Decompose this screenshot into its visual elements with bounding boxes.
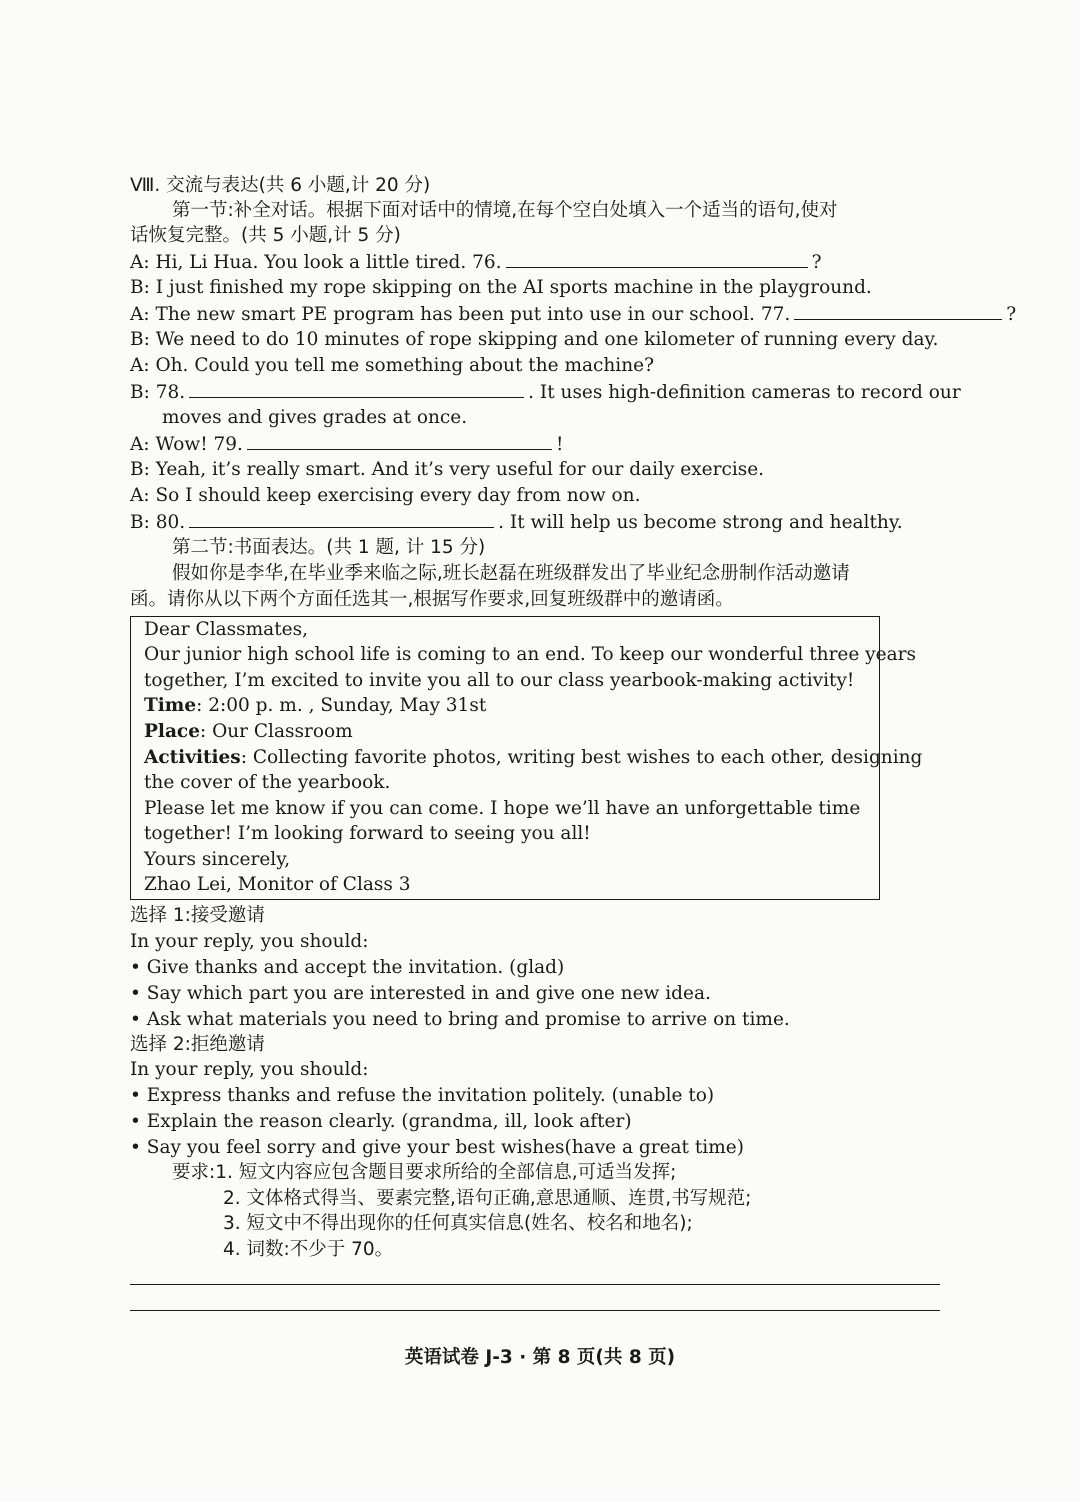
choice1-bullet-2: • Say which part you are interested in and give one new idea.: [130, 983, 711, 1004]
answer-blank-76[interactable]: [506, 250, 808, 268]
choice2-lead: In your reply, you should:: [130, 1059, 369, 1080]
dialogue-line-1: A: Hi, Li Hua. You look a little tired. 76. ?: [130, 252, 822, 273]
dialogue-line-9: A: So I should keep exercising every day from now on.: [130, 485, 641, 506]
letter-signature: Zhao Lei, Monitor of Class 3: [144, 874, 411, 895]
letter-paragraph-1: Our junior high school life is coming to an end. To keep our wonderful three years: [144, 644, 916, 665]
letter-closing: Yours sincerely,: [144, 849, 291, 870]
dialogue-line-5: A: Oh. Could you tell me something about the machine?: [130, 355, 655, 376]
dialogue-line-3: A: The new smart PE program has been put into use in our school. 77. ?: [130, 304, 1017, 325]
letter-paragraph-2-cont: together! I’m looking forward to seeing you all!: [144, 823, 591, 844]
letter-paragraph-2: Please let me know if you can come. I hope we’ll have an unforgettable time: [144, 798, 861, 819]
choice2-bullet-1: • Express thanks and refuse the invitation politely. (unable to): [130, 1085, 715, 1106]
letter-time: Time: 2:00 p. m. , Sunday, May 31st: [144, 695, 487, 716]
page-footer: 英语试卷 J-3 · 第 8 页(共 8 页): [404, 1347, 676, 1368]
writing-line-2[interactable]: [130, 1310, 940, 1311]
letter-paragraph-1-cont: together, I’m excited to invite you all to our class yearbook-making activity!: [144, 670, 855, 691]
choice1-title: 选择 1:接受邀请: [130, 905, 265, 926]
writing-line-1[interactable]: [130, 1284, 940, 1285]
dialogue-line-2: B: I just finished my rope skipping on the AI sports machine in the playground.: [130, 277, 872, 298]
letter-place: Place: Our Classroom: [144, 721, 353, 742]
part2-intro: 假如你是李华,在毕业季来临之际,班长赵磊在班级群发出了毕业纪念册制作活动邀请: [172, 563, 850, 584]
dialogue-line-10: B: 80. . It will help us become strong and healthy.: [130, 512, 903, 533]
dialogue-line-6-cont: moves and gives grades at once.: [162, 407, 468, 428]
requirement-3: 3. 短文中不得出现你的任何真实信息(姓名、校名和地名);: [223, 1213, 693, 1234]
dialogue-line-7: A: Wow! 79. !: [130, 434, 564, 455]
requirement-1: 要求:1. 短文内容应包含题目要求所给的全部信息,可适当发挥;: [172, 1162, 677, 1183]
answer-blank-79[interactable]: [247, 432, 552, 450]
answer-blank-77[interactable]: [794, 302, 1002, 320]
letter-activities: Activities: Collecting favorite photos, writing best wishes to each other, designing: [144, 747, 923, 768]
choice2-bullet-2: • Explain the reason clearly. (grandma, ill, look after): [130, 1111, 632, 1132]
answer-blank-78[interactable]: [189, 380, 524, 398]
part2-intro-cont: 函。请你从以下两个方面任选其一,根据写作要求,回复班级群中的邀请函。: [130, 589, 734, 610]
part2-title: 第二节:书面表达。(共 1 题, 计 15 分): [172, 537, 486, 558]
letter-activities-cont: the cover of the yearbook.: [144, 772, 391, 793]
requirement-4: 4. 词数:不少于 70。: [223, 1239, 394, 1260]
choice1-lead: In your reply, you should:: [130, 931, 369, 952]
requirement-2: 2. 文体格式得当、要素完整,语句正确,意思通顺、连贯,书写规范;: [223, 1188, 752, 1209]
choice2-title: 选择 2:拒绝邀请: [130, 1034, 265, 1055]
answer-blank-80[interactable]: [189, 510, 494, 528]
choice2-bullet-3: • Say you feel sorry and give your best wishes(have a great time): [130, 1137, 744, 1158]
dialogue-line-4: B: We need to do 10 minutes of rope skipping and one kilometer of running every day.: [130, 329, 939, 350]
choice1-bullet-3: • Ask what materials you need to bring and promise to arrive on time.: [130, 1009, 790, 1030]
dialogue-line-8: B: Yeah, it’s really smart. And it’s very useful for our daily exercise.: [130, 459, 765, 480]
choice1-bullet-1: • Give thanks and accept the invitation. (glad): [130, 957, 565, 978]
section-title: Ⅷ. 交流与表达(共 6 小题,计 20 分): [130, 175, 431, 196]
dialogue-line-6: B: 78. . It uses high-definition cameras to record our: [130, 382, 961, 403]
letter-greeting: Dear Classmates,: [144, 619, 308, 640]
part1-intro-cont: 话恢复完整。(共 5 小题,计 5 分): [130, 225, 401, 246]
part1-intro: 第一节:补全对话。根据下面对话中的情境,在每个空白处填入一个适当的语句,使对: [172, 200, 838, 221]
